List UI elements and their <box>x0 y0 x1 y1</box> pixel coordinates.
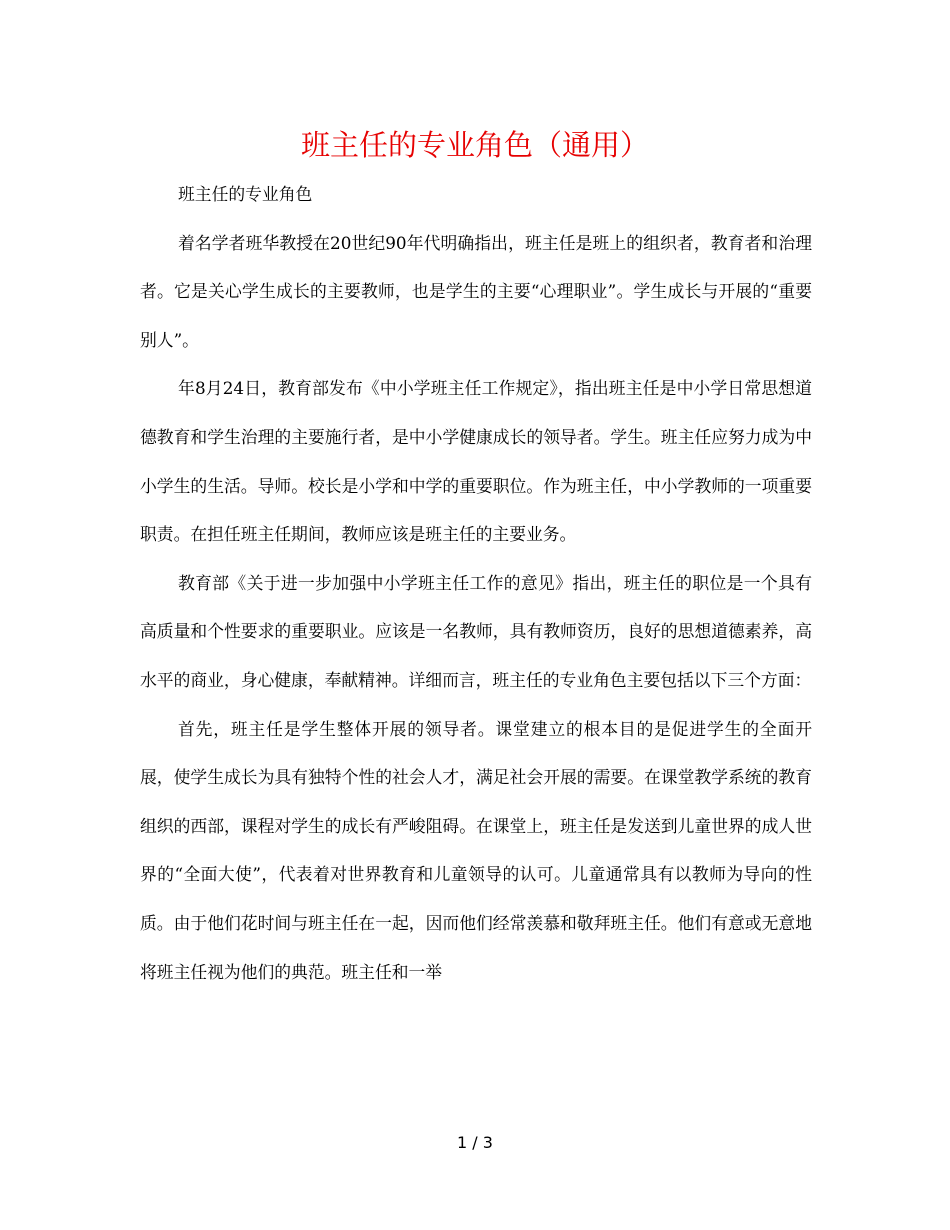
document-title: 班主任的专业角色（通用） <box>300 128 649 162</box>
paragraph-3: 教育部《关于进一步加强中小学班主任工作的意见》指出，班主任的职位是一个具有高质量和个性要求的重要职业。应该是一名教师，具有教师资历，良好的思想道德素养，高水平的商业，身心健康，奉献精神。详细而言，班主任的专业角色主要包括以下三个方面： <box>140 572 812 690</box>
document-body <box>140 170 812 996</box>
paragraph-1: 着名学者班华教授在20世纪90年代明确指出，班主任是班上的组织者，教育者和治理者。它是关心学生成长的主要教师，也是学生的主要“心理职业”。学生成长与开展的“重要别人”。 <box>140 232 812 350</box>
section-heading: 班主任的专业角色 <box>178 184 313 204</box>
page-number: 1 / 3 <box>457 1133 493 1152</box>
paragraph-4: 首先，班主任是学生整体开展的领导者。课堂建立的根本目的是促进学生的全面开展，使学生成长为具有独特个性的社会人才，满足社会开展的需要。在课堂教学系统的教育组织的西部，课程对学生的成长有严峻阻碍。在课堂上，班主任是发送到儿童世界的成人世界的“全面大使”，代表着对世界教育和儿童领导的认可。儿童通常具有以教师为导向的性质。由于他们花时间与班主任在一起，因而他们经常羡慕和敬拜班主任。他们有意或无意地将班主任视为他们的典范。班主任和一举 <box>140 718 812 982</box>
paragraph-2: 年8月24日，教育部发布《中小学班主任工作规定》，指出班主任是中小学日常思想道德教育和学生治理的主要施行者，是中小学健康成长的领导者。学生。班主任应努力成为中小学生的生活。导师。校长是小学和中学的重要职位。作为班主任，中小学教师的一项重要职责。在担任班主任期间，教师应该是班主任的主要业务。 <box>140 378 812 545</box>
